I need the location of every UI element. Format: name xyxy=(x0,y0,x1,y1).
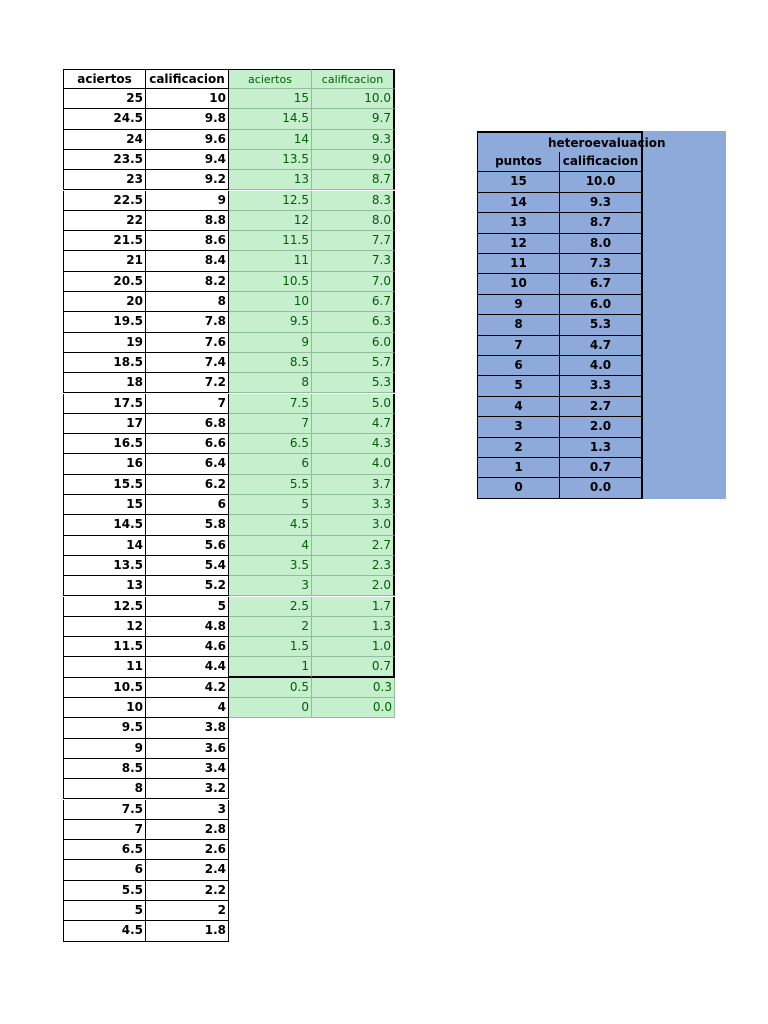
main-cell-aciertos[interactable]: 10.5 xyxy=(63,678,146,698)
main-cell-calificacion[interactable]: 6.4 xyxy=(146,454,229,474)
green-cell-aciertos[interactable]: 2.5 xyxy=(229,597,312,617)
green-cell-aciertos[interactable]: 7.5 xyxy=(229,394,312,414)
hetero-cell-puntos[interactable]: 7 xyxy=(477,336,560,356)
main-cell-aciertos[interactable]: 9.5 xyxy=(63,718,146,738)
green-cell-calificacion[interactable]: 3.3 xyxy=(312,495,395,515)
hetero-cell-calificacion[interactable]: 7.3 xyxy=(560,254,643,274)
main-cell-calificacion[interactable]: 4.8 xyxy=(146,617,229,637)
main-cell-calificacion[interactable]: 9.4 xyxy=(146,150,229,170)
green-cell-calificacion[interactable]: 3.7 xyxy=(312,475,395,495)
green-cell-aciertos[interactable]: 0.5 xyxy=(229,678,312,698)
main-cell-aciertos[interactable]: 17 xyxy=(63,414,146,434)
main-cell-calificacion[interactable]: 8.2 xyxy=(146,272,229,292)
green-cell-aciertos[interactable]: 4 xyxy=(229,536,312,556)
hetero-cell-puntos[interactable]: 13 xyxy=(477,213,560,233)
main-header-calificacion[interactable]: calificacion xyxy=(146,69,229,89)
hetero-cell-calificacion[interactable]: 0.7 xyxy=(560,458,643,478)
main-cell-aciertos[interactable]: 7.5 xyxy=(63,800,146,820)
green-cell-aciertos[interactable]: 11 xyxy=(229,251,312,271)
main-cell-calificacion[interactable]: 4 xyxy=(146,698,229,718)
hetero-cell-calificacion[interactable]: 1.3 xyxy=(560,438,643,458)
main-cell-calificacion[interactable]: 3.6 xyxy=(146,739,229,759)
main-cell-calificacion[interactable]: 7.2 xyxy=(146,373,229,393)
green-cell-calificacion[interactable]: 6.7 xyxy=(312,292,395,312)
main-cell-calificacion[interactable]: 9.8 xyxy=(146,109,229,129)
green-cell-aciertos[interactable]: 13.5 xyxy=(229,150,312,170)
green-cell-calificacion[interactable]: 5.3 xyxy=(312,373,395,393)
main-cell-calificacion[interactable]: 2.4 xyxy=(146,860,229,880)
hetero-cell-calificacion[interactable]: 2.7 xyxy=(560,397,643,417)
main-cell-calificacion[interactable]: 8.4 xyxy=(146,251,229,271)
main-cell-calificacion[interactable]: 3.2 xyxy=(146,779,229,799)
main-cell-aciertos[interactable]: 13.5 xyxy=(63,556,146,576)
green-cell-aciertos[interactable]: 5 xyxy=(229,495,312,515)
hetero-cell-puntos[interactable]: 10 xyxy=(477,274,560,294)
main-cell-aciertos[interactable]: 11.5 xyxy=(63,637,146,657)
main-cell-aciertos[interactable]: 22 xyxy=(63,211,146,231)
main-cell-aciertos[interactable]: 23 xyxy=(63,170,146,190)
main-cell-calificacion[interactable]: 7 xyxy=(146,394,229,414)
green-cell-calificacion[interactable]: 6.0 xyxy=(312,333,395,353)
main-cell-aciertos[interactable]: 17.5 xyxy=(63,394,146,414)
green-cell-calificacion[interactable]: 4.7 xyxy=(312,414,395,434)
main-cell-aciertos[interactable]: 24 xyxy=(63,130,146,150)
main-cell-aciertos[interactable]: 6.5 xyxy=(63,840,146,860)
main-cell-calificacion[interactable]: 6.8 xyxy=(146,414,229,434)
main-cell-calificacion[interactable]: 9 xyxy=(146,191,229,211)
main-cell-calificacion[interactable]: 4.2 xyxy=(146,678,229,698)
main-cell-calificacion[interactable]: 7.6 xyxy=(146,333,229,353)
main-cell-aciertos[interactable]: 18 xyxy=(63,373,146,393)
green-cell-calificacion[interactable]: 8.0 xyxy=(312,211,395,231)
main-cell-calificacion[interactable]: 6 xyxy=(146,495,229,515)
green-cell-calificacion[interactable]: 10.0 xyxy=(312,89,395,109)
main-cell-aciertos[interactable]: 11 xyxy=(63,657,146,677)
green-cell-aciertos[interactable]: 9.5 xyxy=(229,312,312,332)
green-cell-calificacion[interactable]: 7.0 xyxy=(312,272,395,292)
green-cell-calificacion[interactable]: 3.0 xyxy=(312,515,395,535)
green-cell-aciertos[interactable]: 14.5 xyxy=(229,109,312,129)
main-cell-calificacion[interactable]: 5.6 xyxy=(146,536,229,556)
green-cell-aciertos[interactable]: 14 xyxy=(229,130,312,150)
green-cell-calificacion[interactable]: 9.3 xyxy=(312,130,395,150)
green-cell-aciertos[interactable]: 2 xyxy=(229,617,312,637)
main-cell-calificacion[interactable]: 2.2 xyxy=(146,881,229,901)
green-cell-calificacion[interactable]: 1.0 xyxy=(312,637,395,657)
main-header-aciertos[interactable]: aciertos xyxy=(63,69,146,89)
hetero-cell-calificacion[interactable]: 8.0 xyxy=(560,234,643,254)
main-cell-calificacion[interactable]: 5.2 xyxy=(146,576,229,596)
main-cell-aciertos[interactable]: 14 xyxy=(63,536,146,556)
main-cell-aciertos[interactable]: 4.5 xyxy=(63,921,146,941)
hetero-cell-calificacion[interactable]: 8.7 xyxy=(560,213,643,233)
green-cell-aciertos[interactable]: 6.5 xyxy=(229,434,312,454)
green-cell-aciertos[interactable]: 9 xyxy=(229,333,312,353)
green-cell-aciertos[interactable]: 12 xyxy=(229,211,312,231)
hetero-cell-puntos[interactable]: 4 xyxy=(477,397,560,417)
main-cell-aciertos[interactable]: 20.5 xyxy=(63,272,146,292)
main-cell-calificacion[interactable]: 7.8 xyxy=(146,312,229,332)
green-cell-calificacion[interactable]: 8.7 xyxy=(312,170,395,190)
main-cell-calificacion[interactable]: 4.4 xyxy=(146,657,229,677)
main-cell-aciertos[interactable]: 12.5 xyxy=(63,597,146,617)
main-cell-aciertos[interactable]: 14.5 xyxy=(63,515,146,535)
main-cell-calificacion[interactable]: 9.2 xyxy=(146,170,229,190)
green-cell-calificacion[interactable]: 0.3 xyxy=(312,678,395,698)
main-cell-aciertos[interactable]: 24.5 xyxy=(63,109,146,129)
green-header-aciertos[interactable]: aciertos xyxy=(229,69,312,89)
main-cell-calificacion[interactable]: 4.6 xyxy=(146,637,229,657)
green-cell-aciertos[interactable]: 8.5 xyxy=(229,353,312,373)
hetero-cell-calificacion[interactable]: 5.3 xyxy=(560,315,643,335)
main-cell-calificacion[interactable]: 2 xyxy=(146,901,229,921)
hetero-cell-puntos[interactable]: 12 xyxy=(477,234,560,254)
green-cell-aciertos[interactable]: 8 xyxy=(229,373,312,393)
main-cell-aciertos[interactable]: 21.5 xyxy=(63,231,146,251)
green-cell-calificacion[interactable]: 2.0 xyxy=(312,576,395,596)
green-cell-calificacion[interactable]: 1.7 xyxy=(312,597,395,617)
green-cell-calificacion[interactable]: 9.0 xyxy=(312,150,395,170)
green-cell-calificacion[interactable]: 7.7 xyxy=(312,231,395,251)
main-cell-aciertos[interactable]: 12 xyxy=(63,617,146,637)
main-cell-calificacion[interactable]: 9.6 xyxy=(146,130,229,150)
green-cell-aciertos[interactable]: 10 xyxy=(229,292,312,312)
main-cell-aciertos[interactable]: 7 xyxy=(63,820,146,840)
main-cell-aciertos[interactable]: 8 xyxy=(63,779,146,799)
hetero-cell-puntos[interactable]: 6 xyxy=(477,356,560,376)
main-cell-calificacion[interactable]: 6.6 xyxy=(146,434,229,454)
hetero-cell-puntos[interactable]: 2 xyxy=(477,438,560,458)
main-cell-aciertos[interactable]: 8.5 xyxy=(63,759,146,779)
main-cell-aciertos[interactable]: 25 xyxy=(63,89,146,109)
hetero-cell-puntos[interactable]: 3 xyxy=(477,417,560,437)
green-cell-aciertos[interactable]: 11.5 xyxy=(229,231,312,251)
main-cell-calificacion[interactable]: 7.4 xyxy=(146,353,229,373)
main-cell-calificacion[interactable]: 8 xyxy=(146,292,229,312)
green-cell-aciertos[interactable]: 3 xyxy=(229,576,312,596)
hetero-cell-calificacion[interactable]: 10.0 xyxy=(560,172,643,192)
hetero-cell-puntos[interactable]: 9 xyxy=(477,295,560,315)
hetero-cell-calificacion[interactable]: 3.3 xyxy=(560,376,643,396)
hetero-cell-calificacion[interactable]: 9.3 xyxy=(560,193,643,213)
hetero-cell-puntos[interactable]: 15 xyxy=(477,172,560,192)
main-cell-aciertos[interactable]: 18.5 xyxy=(63,353,146,373)
green-cell-calificacion[interactable]: 2.3 xyxy=(312,556,395,576)
green-cell-calificacion[interactable]: 6.3 xyxy=(312,312,395,332)
main-cell-calificacion[interactable]: 10 xyxy=(146,89,229,109)
green-cell-aciertos[interactable]: 1.5 xyxy=(229,637,312,657)
main-cell-calificacion[interactable]: 3.4 xyxy=(146,759,229,779)
main-cell-calificacion[interactable]: 3.8 xyxy=(146,718,229,738)
main-cell-aciertos[interactable]: 19 xyxy=(63,333,146,353)
main-cell-aciertos[interactable]: 15.5 xyxy=(63,475,146,495)
green-cell-aciertos[interactable]: 7 xyxy=(229,414,312,434)
hetero-header-puntos[interactable]: puntos xyxy=(477,152,560,172)
hetero-cell-puntos[interactable]: 1 xyxy=(477,458,560,478)
green-cell-aciertos[interactable]: 3.5 xyxy=(229,556,312,576)
hetero-cell-calificacion[interactable]: 0.0 xyxy=(560,478,643,498)
main-cell-calificacion[interactable]: 8.8 xyxy=(146,211,229,231)
green-cell-aciertos[interactable]: 12.5 xyxy=(229,191,312,211)
hetero-title[interactable]: heteroevaluacion xyxy=(477,131,643,152)
hetero-cell-puntos[interactable]: 0 xyxy=(477,478,560,498)
green-cell-calificacion[interactable]: 8.3 xyxy=(312,191,395,211)
main-cell-aciertos[interactable]: 6 xyxy=(63,860,146,880)
main-cell-aciertos[interactable]: 5.5 xyxy=(63,881,146,901)
green-cell-aciertos[interactable]: 15 xyxy=(229,89,312,109)
hetero-cell-calificacion[interactable]: 2.0 xyxy=(560,417,643,437)
main-cell-aciertos[interactable]: 5 xyxy=(63,901,146,921)
main-cell-calificacion[interactable]: 3 xyxy=(146,800,229,820)
main-cell-calificacion[interactable]: 5.8 xyxy=(146,515,229,535)
green-cell-calificacion[interactable]: 2.7 xyxy=(312,536,395,556)
green-cell-calificacion[interactable]: 0.7 xyxy=(312,657,395,677)
hetero-cell-calificacion[interactable]: 4.0 xyxy=(560,356,643,376)
green-cell-aciertos[interactable]: 6 xyxy=(229,454,312,474)
green-cell-calificacion[interactable]: 4.0 xyxy=(312,454,395,474)
green-cell-aciertos[interactable]: 0 xyxy=(229,698,312,718)
hetero-cell-calificacion[interactable]: 6.7 xyxy=(560,274,643,294)
green-cell-aciertos[interactable]: 1 xyxy=(229,657,312,677)
main-cell-aciertos[interactable]: 19.5 xyxy=(63,312,146,332)
green-cell-aciertos[interactable]: 13 xyxy=(229,170,312,190)
green-cell-calificacion[interactable]: 5.7 xyxy=(312,353,395,373)
hetero-cell-puntos[interactable]: 5 xyxy=(477,376,560,396)
main-cell-calificacion[interactable]: 6.2 xyxy=(146,475,229,495)
main-cell-aciertos[interactable]: 13 xyxy=(63,576,146,596)
green-cell-calificacion[interactable]: 0.0 xyxy=(312,698,395,718)
main-cell-calificacion[interactable]: 2.6 xyxy=(146,840,229,860)
hetero-header-calificacion[interactable]: calificacion xyxy=(560,152,643,172)
main-cell-aciertos[interactable]: 20 xyxy=(63,292,146,312)
main-cell-calificacion[interactable]: 8.6 xyxy=(146,231,229,251)
green-cell-calificacion[interactable]: 5.0 xyxy=(312,394,395,414)
hetero-cell-calificacion[interactable]: 4.7 xyxy=(560,336,643,356)
hetero-cell-calificacion[interactable]: 6.0 xyxy=(560,295,643,315)
green-cell-calificacion[interactable]: 1.3 xyxy=(312,617,395,637)
green-cell-aciertos[interactable]: 10.5 xyxy=(229,272,312,292)
main-cell-calificacion[interactable]: 5.4 xyxy=(146,556,229,576)
green-cell-calificacion[interactable]: 4.3 xyxy=(312,434,395,454)
main-cell-aciertos[interactable]: 16.5 xyxy=(63,434,146,454)
main-cell-aciertos[interactable]: 10 xyxy=(63,698,146,718)
main-cell-calificacion[interactable]: 1.8 xyxy=(146,921,229,941)
main-cell-aciertos[interactable]: 15 xyxy=(63,495,146,515)
main-cell-aciertos[interactable]: 21 xyxy=(63,251,146,271)
green-header-calificacion[interactable]: calificacion xyxy=(312,69,395,89)
main-cell-calificacion[interactable]: 5 xyxy=(146,597,229,617)
hetero-cell-puntos[interactable]: 14 xyxy=(477,193,560,213)
hetero-cell-puntos[interactable]: 8 xyxy=(477,315,560,335)
hetero-cell-puntos[interactable]: 11 xyxy=(477,254,560,274)
green-cell-calificacion[interactable]: 9.7 xyxy=(312,109,395,129)
green-cell-aciertos[interactable]: 4.5 xyxy=(229,515,312,535)
green-cell-aciertos[interactable]: 5.5 xyxy=(229,475,312,495)
main-cell-aciertos[interactable]: 16 xyxy=(63,454,146,474)
green-cell-calificacion[interactable]: 7.3 xyxy=(312,251,395,271)
main-cell-aciertos[interactable]: 22.5 xyxy=(63,191,146,211)
main-cell-calificacion[interactable]: 2.8 xyxy=(146,820,229,840)
main-cell-aciertos[interactable]: 9 xyxy=(63,739,146,759)
main-cell-aciertos[interactable]: 23.5 xyxy=(63,150,146,170)
